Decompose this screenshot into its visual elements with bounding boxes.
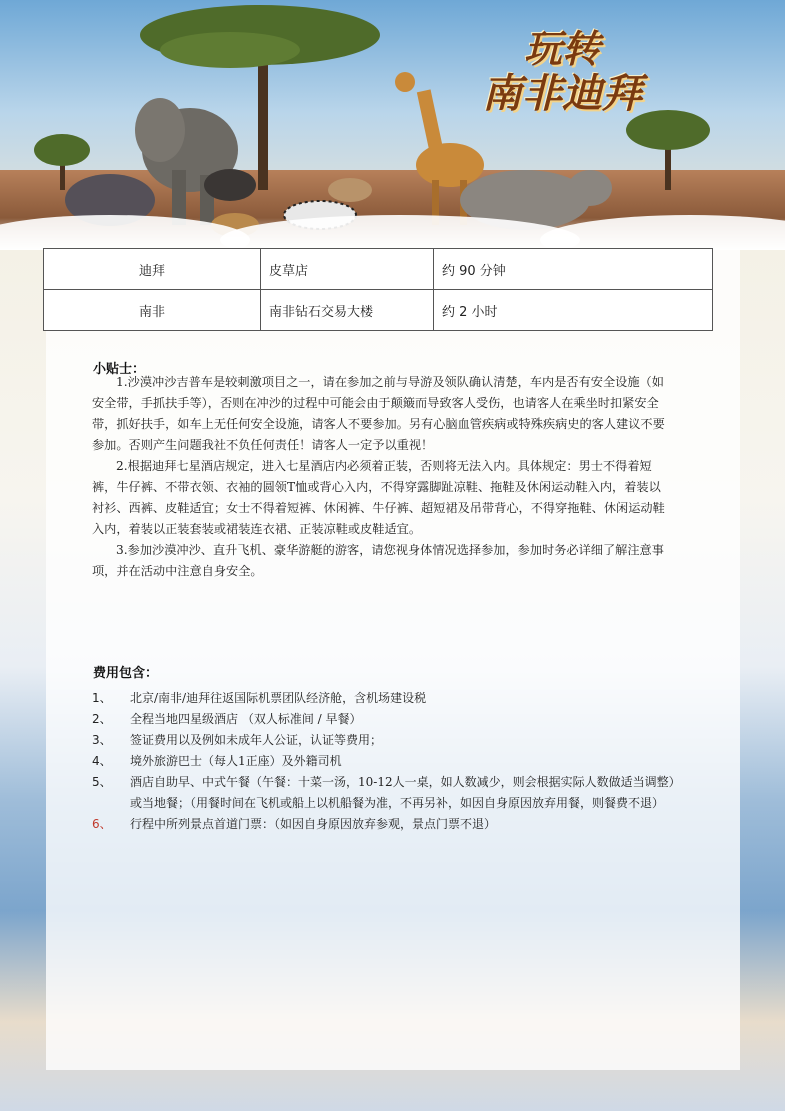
table-cell-duration: 约 90 分钟 [434,249,713,290]
title-line-1: 玩转 [523,26,600,71]
fee-item [92,772,682,814]
table-cell-city: 迪拜 [44,249,261,290]
table-cell-place: 皮草店 [261,249,434,290]
tip-item: 1.沙漠冲沙吉普车是较刺激项目之一，请在参加之前与导游及领队确认清楚，车内是否有安全设施（如安全带，手抓扶手等），否则在冲沙的过程中可能会由于颠簸而导致客人受伤，也请客人在乘坐时扣紧安全带，抓好扶手，如车上无任何安全设施，请客人不要参加。另有心脑血管疾病或特殊疾病史的客人建议不要参加。否则产生问题我社不负任何责任！请客人一定予以重视！ [92,375,665,452]
fee-number: 2、 [92,712,112,726]
safari-banner [0,0,785,250]
fee-text: 全程当地四星级酒店 （双人标准间 / 早餐） [130,712,362,726]
fee-text: 行程中所列景点首道门票：（如因自身原因放弃参观，景点门票不退） [130,817,497,831]
fee-item [92,709,682,730]
fee-item [92,730,682,751]
fees-heading: 费用包含： [93,666,159,681]
brochure-title [462,26,662,117]
fee-number: 4、 [92,754,112,768]
table-row [44,249,713,290]
table-cell-place: 南非钻石交易大楼 [261,290,434,331]
fee-number: 3、 [92,733,112,747]
fees-list [92,688,682,835]
fee-text: 境外旅游巴士（每人1正座）及外籍司机 [130,754,342,768]
tip-item: 3.参加沙漠冲沙、直升飞机、豪华游艇的游客，请您视身体情况选择参加，参加时务必详细了解注意事项，并在活动中注意自身安全。 [92,543,664,578]
fee-number: 1、 [92,691,112,705]
fee-text: 签证费用以及例如未成年人公证，认证等费用； [130,733,383,747]
fee-item [92,814,682,835]
table-cell-duration: 约 2 小时 [434,290,713,331]
safari-animals-illustration [0,0,785,250]
tips-body [92,372,672,582]
fee-number: 5、 [92,775,112,789]
table-cell-city: 南非 [44,290,261,331]
title-line-2: 南非迪拜 [482,70,642,117]
fee-text: 酒店自助早、中式午餐（午餐：十菜一汤，10-12人一桌，如人数减少，则会根据实际人数做适当调整）或当地餐；（用餐时间在飞机或船上以机船餐为准，不再另补，如因自身原因放弃用餐，则餐费不退） [130,775,681,810]
table-row [44,290,713,331]
tip-item: 2.根据迪拜七星酒店规定，进入七星酒店内必须着正装，否则将无法入内。具体规定：男士不得着短裤，牛仔裤、不带衣领、衣袖的圆领T恤或背心入内，不得穿露脚趾凉鞋、拖鞋及休闲运动鞋入内，着装以衬衫、西裤、皮鞋适宜；女士不得着短裤、休闲裤、牛仔裤、超短裙及吊带背心，不得穿拖鞋、休闲运动鞋入内，着装以正装套装或裙装连衣裙、正装凉鞋或皮鞋适宜。 [92,459,665,536]
fee-item [92,751,682,772]
fee-number: 6、 [92,817,112,831]
fee-item [92,688,682,709]
tips-heading: 小贴士： [93,362,146,377]
fee-text: 北京/南非/迪拜往返国际机票团队经济舱，含机场建设税 [130,691,427,705]
shopping-table [43,248,713,331]
